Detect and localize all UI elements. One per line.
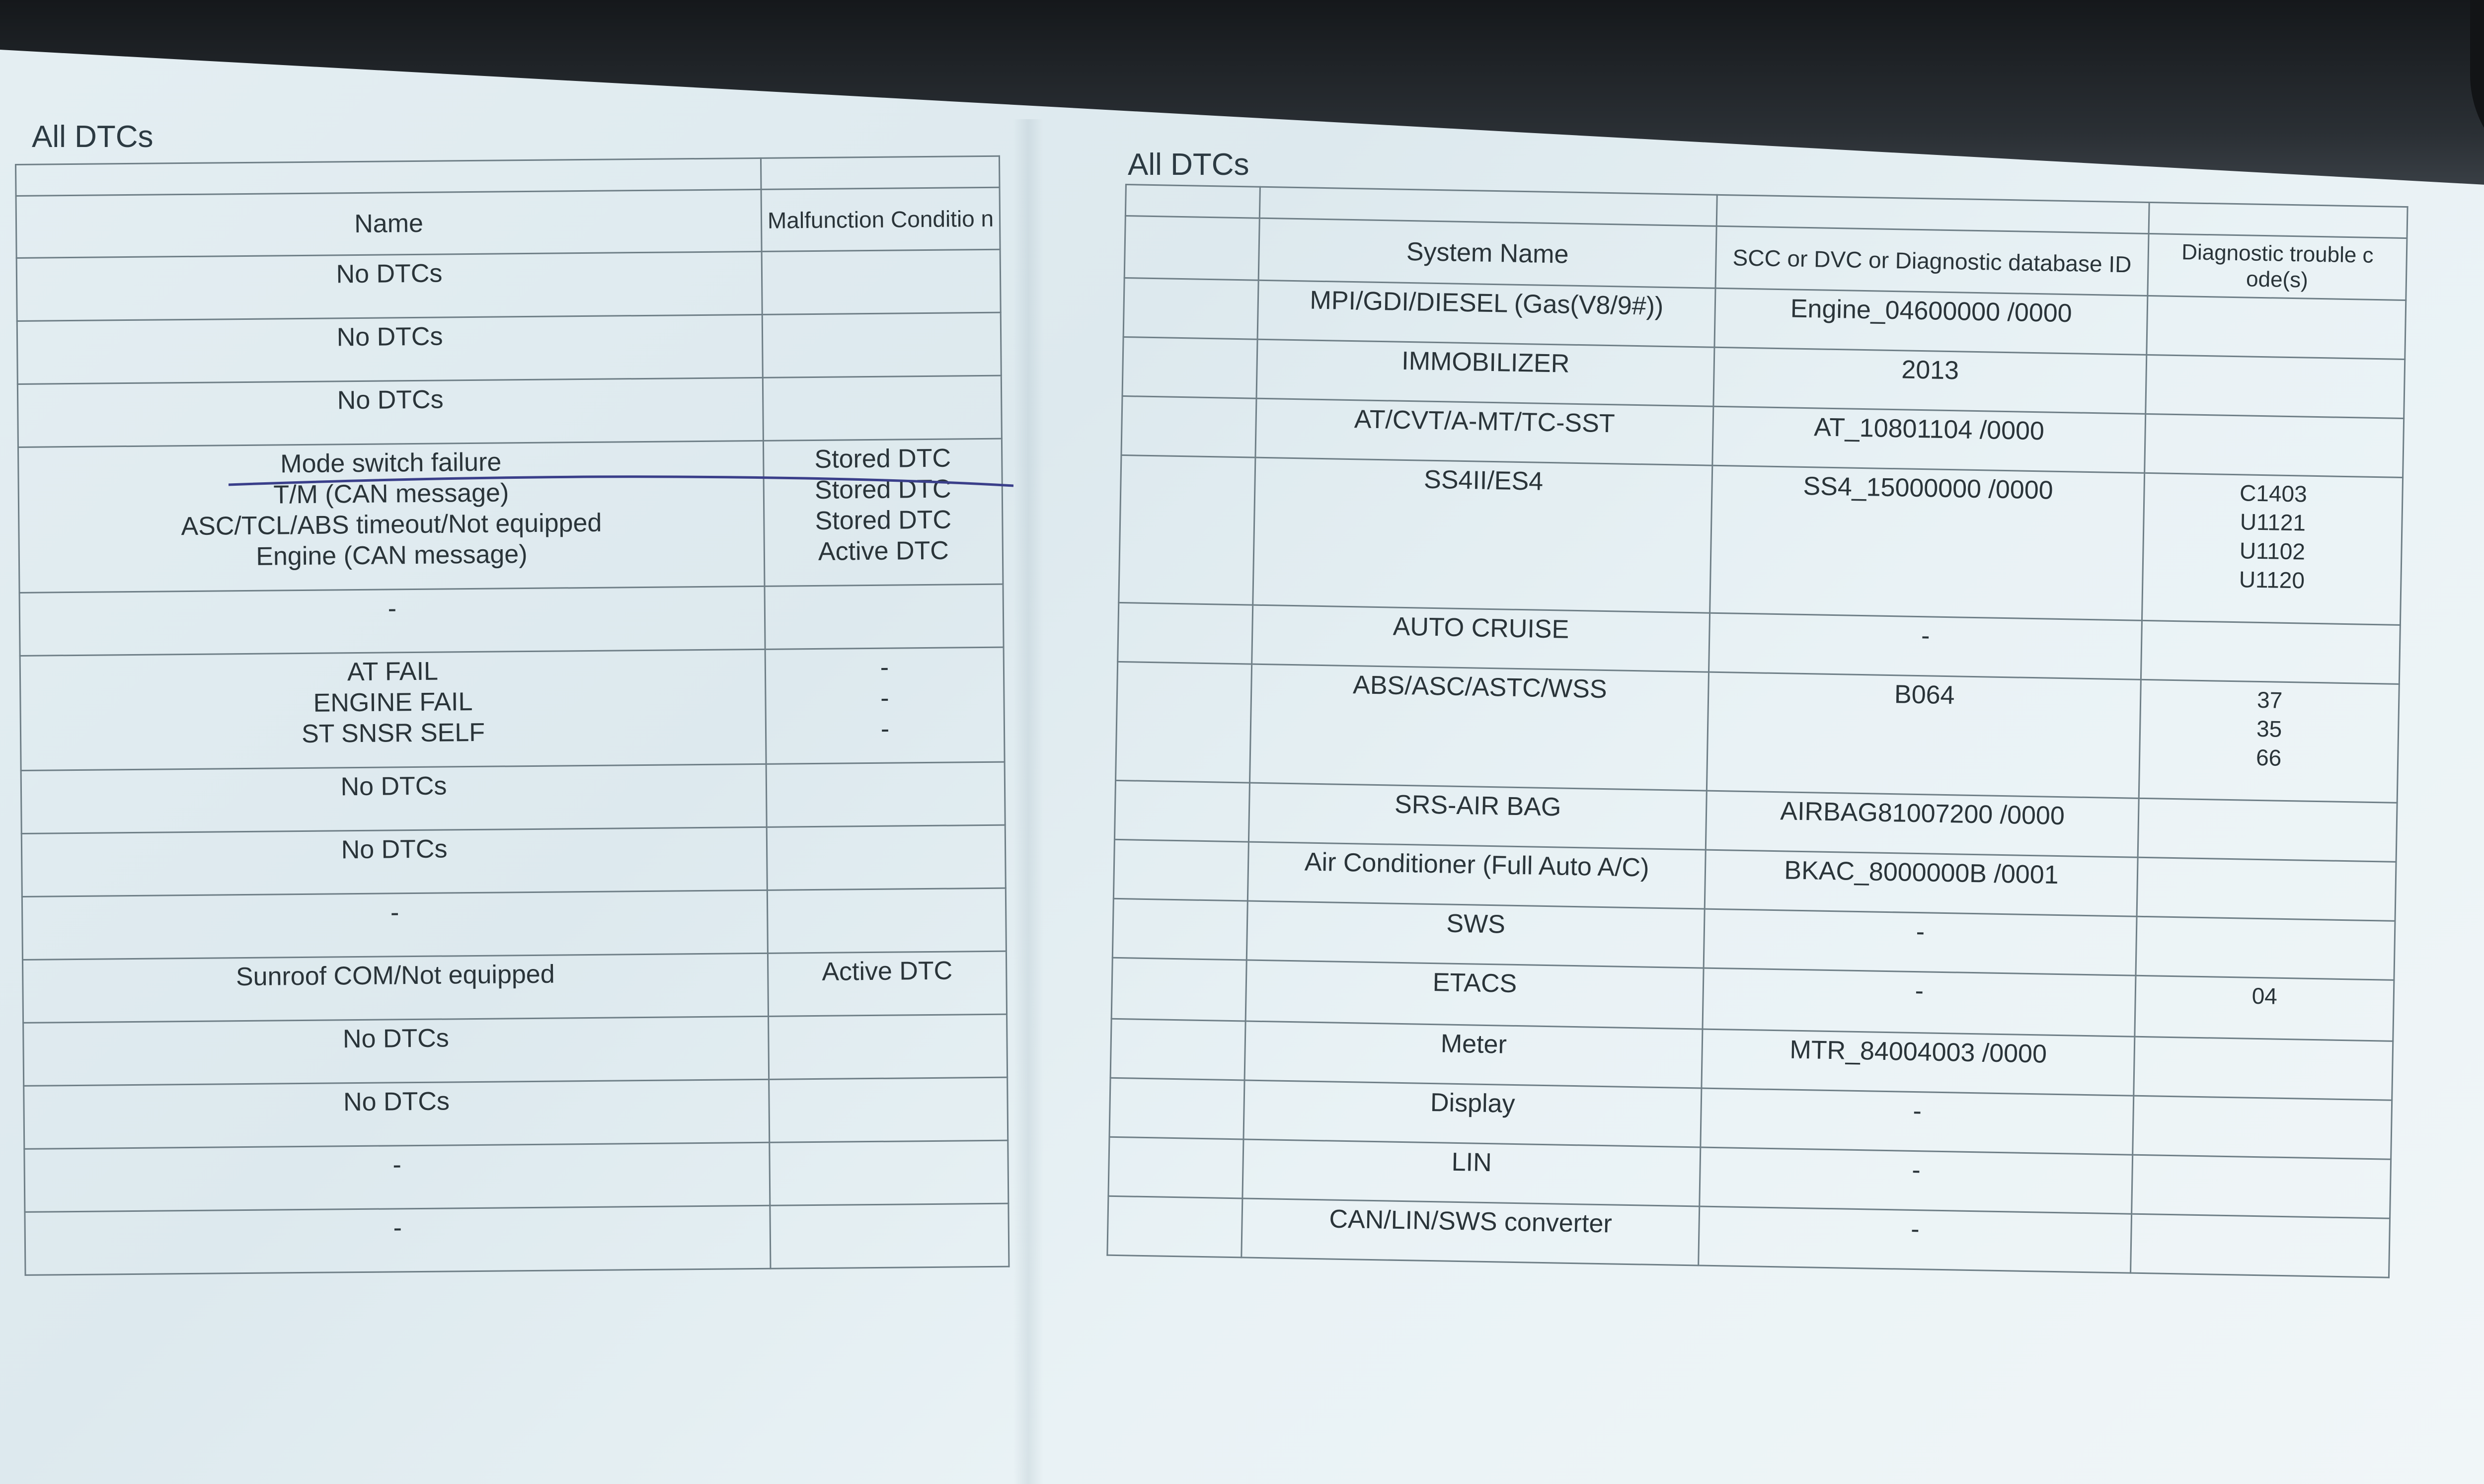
table-row xyxy=(23,1014,1008,1086)
trouble-codes-cell xyxy=(2132,1155,2391,1218)
malfunction-condition: - xyxy=(880,714,890,743)
trouble-codes-cell xyxy=(2138,798,2397,862)
blank-cell xyxy=(1116,662,1252,783)
malfunction-condition-cell xyxy=(769,1077,1008,1142)
dtc-name: - xyxy=(390,898,399,927)
trouble-codes-cell xyxy=(2133,1096,2392,1159)
table-row xyxy=(18,439,1003,593)
malfunction-condition-cell xyxy=(763,439,1003,586)
trouble-codes-cell xyxy=(2147,296,2406,359)
sheet-fold-shadow xyxy=(1013,119,1043,1484)
database-id-cell: AIRBAG81007200 /0000 xyxy=(1706,791,2139,857)
dtc-name: No DTCs xyxy=(337,385,444,415)
pen-underline-mark xyxy=(229,467,1013,497)
blank-cell xyxy=(1107,1196,1242,1258)
table-row xyxy=(21,762,1005,833)
blank-cell xyxy=(1109,1078,1244,1139)
trouble-code: 35 xyxy=(2256,715,2282,742)
table-row xyxy=(22,888,1006,960)
malfunction-condition-cell xyxy=(765,584,1004,649)
malfunction-condition: Active DTC xyxy=(818,536,949,566)
table-header-row xyxy=(16,187,1000,258)
dtc-name-cell xyxy=(21,827,767,896)
database-id-cell: B064 xyxy=(1707,672,2141,798)
table-row xyxy=(17,375,1002,447)
trouble-codes-cell xyxy=(2145,414,2404,477)
system-name-cell: SWS xyxy=(1246,901,1705,968)
malfunction-condition-cell xyxy=(767,825,1006,890)
dtc-name: - xyxy=(392,1150,402,1180)
malfunction-condition-cell xyxy=(767,888,1006,953)
system-name-cell: IMMOBILIZER xyxy=(1256,339,1714,406)
dtc-name: No DTCs xyxy=(342,1024,450,1054)
database-id-cell: MTR_84004003 /0000 xyxy=(1702,1029,2135,1096)
blank-cell xyxy=(1122,337,1257,398)
left-table-body xyxy=(16,249,1009,1275)
blank-cell xyxy=(1119,455,1255,605)
malfunction-condition: Active DTC xyxy=(822,956,953,986)
trouble-codes-cell xyxy=(2139,679,2399,803)
blank-cell xyxy=(1111,958,1246,1021)
dtc-name: Sunroof COM/Not equipped xyxy=(235,960,555,992)
database-id-cell: - xyxy=(1709,613,2142,679)
dtc-name: Mode switch failure xyxy=(280,447,502,479)
malfunction-condition-cell xyxy=(765,647,1005,764)
table-row xyxy=(22,951,1007,1023)
blank-cell xyxy=(1113,839,1248,901)
malfunction-condition: - xyxy=(880,653,889,682)
table-row xyxy=(16,249,1001,321)
database-id-cell: - xyxy=(1704,909,2137,975)
dtc-name-cell xyxy=(17,377,763,447)
dtc-name: - xyxy=(388,594,397,623)
trouble-codes-cell xyxy=(2135,975,2394,1041)
trouble-code: C1403 xyxy=(2239,480,2308,507)
blank-cell xyxy=(1110,1019,1245,1080)
blank-cell xyxy=(1112,898,1247,960)
dtc-name-cell xyxy=(23,1016,769,1086)
blank-cell xyxy=(1108,1137,1243,1198)
system-name-cell: SRS-AIR BAG xyxy=(1248,783,1707,850)
dtc-name-cell xyxy=(24,1079,770,1149)
trouble-codes-cell xyxy=(2142,473,2403,625)
table-row xyxy=(24,1140,1009,1212)
table-row xyxy=(25,1203,1009,1275)
database-id-cell: - xyxy=(1699,1206,2132,1273)
malfunction-condition-cell xyxy=(770,1203,1009,1268)
trouble-codes-cell xyxy=(2137,857,2396,921)
table-row xyxy=(20,647,1005,770)
database-id-cell: 2013 xyxy=(1713,347,2147,414)
dtc-name: No DTCs xyxy=(340,771,447,802)
dtc-name: ENGINE FAIL xyxy=(313,687,473,718)
dtc-name-cell xyxy=(24,1142,770,1212)
system-name-cell: MPI/GDI/DIESEL (Gas(V8/9#)) xyxy=(1257,280,1715,347)
database-id-cell: BKAC_8000000B /0001 xyxy=(1705,850,2138,916)
trouble-code: 66 xyxy=(2255,744,2282,771)
system-name-cell: Meter xyxy=(1244,1021,1703,1088)
right-table-body xyxy=(1107,278,2406,1277)
database-id-cell: - xyxy=(1703,968,2136,1037)
dtc-name-cell xyxy=(25,1205,771,1275)
dtc-name: ASC/TCL/ABS timeout/Not equipped xyxy=(181,508,602,541)
system-name-cell: AT/CVT/A-MT/TC-SST xyxy=(1255,398,1713,465)
malfunction-condition-cell xyxy=(762,312,1001,377)
dtc-name-cell xyxy=(17,314,763,384)
table-row xyxy=(17,312,1001,384)
malfunction-condition-cell xyxy=(769,1014,1008,1079)
malfunction-condition: Stored DTC xyxy=(814,444,951,474)
table-row xyxy=(21,825,1006,896)
dtc-name: AT FAIL xyxy=(347,657,439,687)
column-header-malfunction: Malfunction Conditio n xyxy=(761,187,1000,251)
trouble-codes-cell xyxy=(2136,916,2395,980)
right-section-title: All DTCs xyxy=(1128,148,1249,182)
database-id-cell: AT_10801104 /0000 xyxy=(1712,406,2146,473)
database-id-cell: - xyxy=(1701,1088,2134,1155)
column-header-trouble-codes: Diagnostic trouble c ode(s) xyxy=(2148,233,2407,300)
dtc-name-cell xyxy=(22,953,768,1023)
trouble-codes-cell xyxy=(2134,1037,2393,1100)
dtc-name-cell xyxy=(16,251,762,321)
dtc-name-cell xyxy=(18,441,764,593)
dtc-name-cell xyxy=(22,890,768,960)
dtc-name: No DTCs xyxy=(336,322,443,352)
table-row xyxy=(1116,662,2400,803)
malfunction-condition-cell xyxy=(768,951,1007,1016)
dtc-name: - xyxy=(393,1213,402,1243)
trouble-codes-cell xyxy=(2141,620,2400,684)
trouble-code: U1120 xyxy=(2239,566,2305,594)
system-name-cell: AUTO CRUISE xyxy=(1252,605,1710,672)
dtc-name-cell xyxy=(19,586,765,656)
malfunction-condition-cell xyxy=(770,1140,1009,1205)
malfunction-condition-cell xyxy=(762,249,1001,314)
table-row xyxy=(1119,455,2403,625)
dtc-name: Engine (CAN message) xyxy=(256,540,528,571)
trouble-code: 37 xyxy=(2256,686,2283,713)
column-header-name: Name xyxy=(16,189,762,258)
system-name-cell: CAN/LIN/SWS converter xyxy=(1242,1198,1700,1265)
system-name-cell: LIN xyxy=(1242,1139,1701,1206)
right-dtc-table xyxy=(1106,184,2408,1278)
table-row xyxy=(24,1077,1008,1149)
malfunction-condition: - xyxy=(880,683,889,713)
left-section-title: All DTCs xyxy=(32,120,154,154)
table-row xyxy=(19,584,1004,656)
trouble-code: 04 xyxy=(2251,982,2278,1009)
column-header-database-id: SCC or DVC or Diagnostic database ID xyxy=(1715,226,2149,296)
dtc-name-cell xyxy=(21,764,767,833)
dtc-name: ST SNSR SELF xyxy=(301,718,485,749)
trouble-codes-cell xyxy=(2146,355,2405,418)
blank-cell xyxy=(1114,780,1249,842)
trouble-code: U1102 xyxy=(2239,537,2306,565)
dtc-name: No DTCs xyxy=(341,834,448,865)
system-name-cell: ETACS xyxy=(1245,960,1704,1029)
blank-cell xyxy=(1123,278,1258,339)
malfunction-condition: Stored DTC xyxy=(814,474,951,505)
malfunction-condition-cell xyxy=(763,375,1002,441)
column-header-blank xyxy=(1124,216,1259,281)
malfunction-condition-cell xyxy=(766,762,1005,827)
database-id-cell: - xyxy=(1700,1147,2133,1214)
database-id-cell: Engine_04600000 /0000 xyxy=(1714,288,2148,355)
dtc-name-cell xyxy=(20,649,766,770)
system-name-cell: ABS/ASC/ASTC/WSS xyxy=(1249,664,1708,791)
left-dtc-table xyxy=(15,155,1009,1276)
dtc-name: No DTCs xyxy=(336,259,443,289)
database-id-cell: SS4_15000000 /0000 xyxy=(1710,465,2145,620)
system-name-cell: Display xyxy=(1243,1080,1702,1147)
system-name-cell: SS4II/ES4 xyxy=(1253,457,1712,613)
trouble-code: U1121 xyxy=(2240,509,2306,536)
blank-cell xyxy=(1121,396,1256,457)
trouble-codes-cell xyxy=(2131,1214,2390,1277)
dtc-name: T/M (CAN message) xyxy=(273,478,509,510)
column-header-system-name: System Name xyxy=(1258,218,1716,288)
system-name-cell: Air Conditioner (Full Auto A/C) xyxy=(1247,842,1706,909)
dtc-name: No DTCs xyxy=(343,1087,450,1117)
blank-cell xyxy=(1118,602,1253,664)
malfunction-condition: Stored DTC xyxy=(815,505,952,535)
